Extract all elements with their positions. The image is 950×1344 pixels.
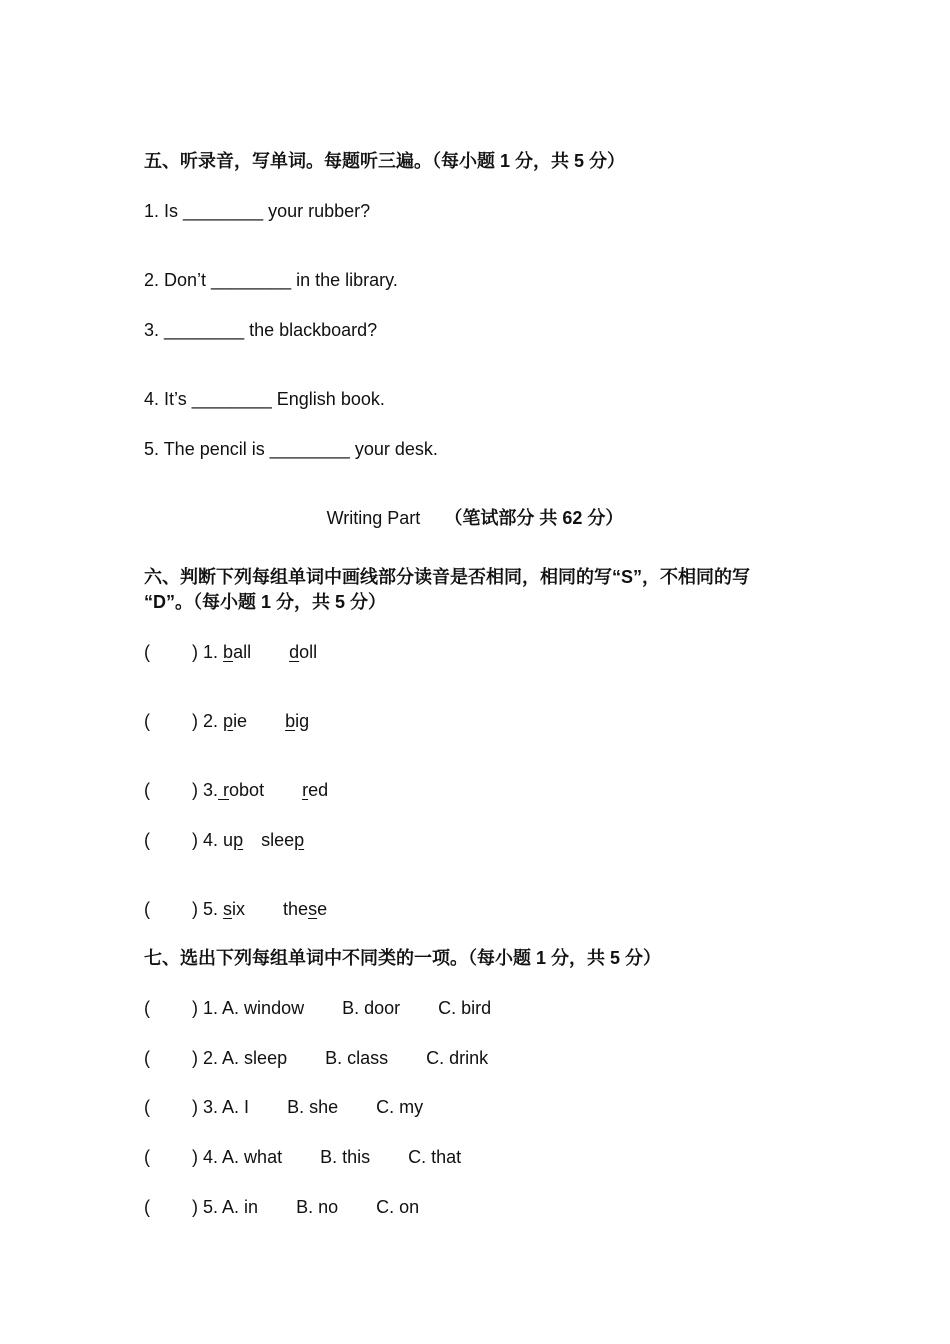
answer-bracket: ( bbox=[144, 899, 150, 919]
item-number: 5. bbox=[203, 1197, 219, 1217]
word-1: ball bbox=[223, 642, 252, 662]
item-number: 3. bbox=[203, 1097, 219, 1117]
option-c: C. bird bbox=[438, 998, 492, 1018]
option-a: A. what bbox=[222, 1147, 283, 1167]
section6-item-2: ( ) 2. pie big bbox=[144, 711, 310, 731]
word-1: up bbox=[223, 830, 244, 850]
option-a: A. in bbox=[222, 1197, 259, 1217]
option-c: C. drink bbox=[426, 1048, 489, 1068]
word-2: sleep bbox=[261, 830, 305, 850]
answer-bracket: ( bbox=[144, 1197, 150, 1217]
item-number: 1. bbox=[203, 642, 219, 662]
answer-bracket: ( bbox=[144, 642, 150, 662]
option-b: B. she bbox=[287, 1097, 339, 1117]
writing-part-label: Writing Part bbox=[326, 508, 421, 528]
option-b: B. no bbox=[296, 1197, 339, 1217]
writing-part-note: （笔试部分 共 62 分） bbox=[444, 508, 624, 528]
section5-item-5: 5. The pencil is ________ your desk. bbox=[144, 439, 438, 459]
answer-bracket: ( bbox=[144, 830, 150, 850]
section6-heading-line1: 六、判断下列每组单词中画线部分读音是否相同，相同的写“S”，不相同的写 bbox=[144, 567, 751, 587]
word-2: doll bbox=[289, 642, 318, 662]
item-number: 3. bbox=[203, 780, 219, 800]
section7-item-3: ( ) 3. A. I B. she C. my bbox=[144, 1097, 424, 1117]
word-2: big bbox=[285, 711, 310, 731]
section6-item-3: ( ) 3. robot red bbox=[144, 780, 329, 800]
writing-part-title bbox=[0, 507, 950, 529]
word-1: robot bbox=[218, 780, 265, 800]
answer-bracket: ( bbox=[144, 998, 150, 1018]
word-1: pie bbox=[223, 711, 248, 731]
section5-item-2: 2. Don’t ________ in the library. bbox=[144, 270, 398, 290]
section7-heading: 七、选出下列每组单词中不同类的一项。（每小题 1 分，共 5 分） bbox=[144, 948, 662, 968]
section7-item-1: ( ) 1. A. window B. door C. bird bbox=[144, 998, 492, 1018]
answer-bracket: ( bbox=[144, 780, 150, 800]
section5-item-1: 1. Is ________ your rubber? bbox=[144, 201, 371, 221]
answer-bracket: ( bbox=[144, 1048, 150, 1068]
section6-item-5: ( ) 5. six these bbox=[144, 899, 328, 919]
word-2: these bbox=[283, 899, 328, 919]
section7-item-4: ( ) 4. A. what B. this C. that bbox=[144, 1147, 462, 1167]
item-number: 2. bbox=[203, 1048, 219, 1068]
section7-item-2: ( ) 2. A. sleep B. class C. drink bbox=[144, 1048, 489, 1068]
answer-bracket: ( bbox=[144, 1097, 150, 1117]
item-number: 5. bbox=[203, 899, 219, 919]
section6-item-4: ( ) 4. up sleep bbox=[144, 830, 305, 850]
word-1: six bbox=[223, 899, 246, 919]
section6-heading-line2: “D”。（每小题 1 分，共 5 分） bbox=[144, 592, 387, 612]
item-number: 4. bbox=[203, 830, 219, 850]
answer-bracket: ( bbox=[144, 711, 150, 731]
option-b: B. this bbox=[320, 1147, 371, 1167]
item-number: 4. bbox=[203, 1147, 219, 1167]
option-a: A. I bbox=[222, 1097, 250, 1117]
item-number: 1. bbox=[203, 998, 219, 1018]
option-c: C. on bbox=[376, 1197, 420, 1217]
section7-item-5: ( ) 5. A. in B. no C. on bbox=[144, 1197, 420, 1217]
word-2: red bbox=[302, 780, 329, 800]
option-b: B. door bbox=[342, 998, 401, 1018]
option-b: B. class bbox=[325, 1048, 389, 1068]
answer-bracket: ( bbox=[144, 1147, 150, 1167]
section5-heading: 五、听录音，写单词。每题听三遍。（每小题 1 分，共 5 分） bbox=[144, 151, 626, 171]
option-c: C. that bbox=[408, 1147, 462, 1167]
section5-item-4: 4. It’s ________ English book. bbox=[144, 389, 385, 409]
option-a: A. sleep bbox=[222, 1048, 288, 1068]
section5-item-3: 3. ________ the blackboard? bbox=[144, 320, 378, 340]
item-number: 2. bbox=[203, 711, 219, 731]
option-a: A. window bbox=[222, 998, 305, 1018]
option-c: C. my bbox=[376, 1097, 424, 1117]
section6-item-1: ( ) 1. ball doll bbox=[144, 642, 318, 662]
